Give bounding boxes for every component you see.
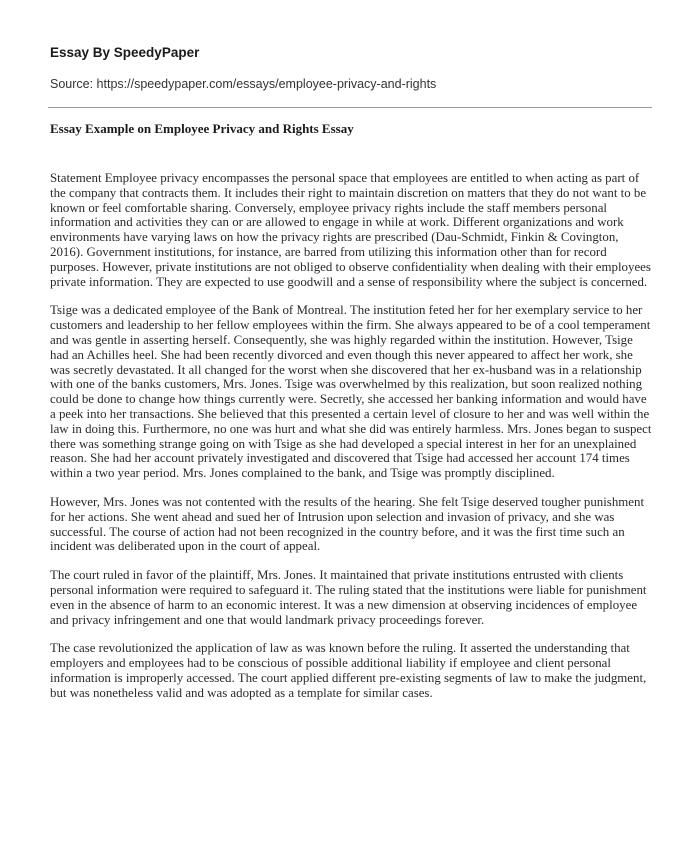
- paragraph: Statement Employee privacy encompasses the personal space that employees are entitled to when acting as part of the company that contracts them. It includes their right to maintain discretion on matters that they do not want to be known or feel comfortable sharing. Conversely, employee privacy rights include the staff members personal information and activities they can or are allowed to engage in while at work. Different organizations and work environments have varying laws on how the privacy rights are prescribed (Dau-Schmidt, Finkin & Covington, 2016). Government institutions, for instance, are barred from utilizing this information other than for record purposes. However, private institutions are not obliged to observe confidentiality when dealing with their employees private information. They are expected to use goodwill and a sense of responsibility where the subject is concerned.: [50, 171, 651, 289]
- paragraph: However, Mrs. Jones was not contented with the results of the hearing. She felt Tsige deserved tougher punishment for her actions. She went ahead and sued her of Intrusion upon selection and invasion of privacy, and she was successful. The course of action had not been recognized in the country before, and it was the first time such an incident was deliberated upon in the court of appeal.: [50, 494, 645, 554]
- header-divider: [48, 107, 652, 108]
- paragraph: The case revolutionized the application of law as was known before the ruling. It asserted the understanding that employers and employees had to be conscious of possible additional liability if employee and client personal information is improperly accessed. The court applied different pre-existing segments of law to make the judgment, but was nonetheless valid and was adopted as a template for similar cases.: [50, 641, 647, 700]
- essay-title: Essay Example on Employee Privacy and Rights Essay: [50, 121, 354, 136]
- essay-body: [50, 171, 652, 701]
- document-header-title: Essay By SpeedyPaper: [50, 45, 200, 60]
- paragraph: The court ruled in favor of the plaintiff, Mrs. Jones. It maintained that private institutions entrusted with clients personal information were required to safeguard it. The ruling stated that the institutions were liable for punishment even in the absence of harm to an economic interest. It was a new dimension at observing incidences of employee and privacy infringement and one that would landmark privacy proceedings forever.: [50, 568, 647, 627]
- source-line: Source: https://speedypaper.com/essays/employee-privacy-and-rights: [50, 77, 437, 91]
- paragraph: Tsige was a dedicated employee of the Bank of Montreal. The institution feted her for her exemplary service to her customers and leadership to her fellow employees within the firm. She always appeared to be of a cool temperament and was gentle in asserting herself. Consequently, she was highly regarded within the institution. However, Tsige had an Achilles heel. She had been recently divorced and even though this never appeared to affect her work, she was secretly devastated. It all changed for the worst when she discovered that her ex-husband was in a relationship with one of the banks customers, Mrs. Jones. Tsige was overwhelmed by this realization, but soon realized nothing could be done to change how things currently were. Secretly, she accessed her banking information and would have a peek into her transactions. She believed that this presented a certain level of closure to her and was well within the law in doing this. Furthermore, no one was hurt and what she did was entirely harmless. Mrs. Jones began to suspect there was something strange going on with Tsige as she had developed a special interest in her for an unexplained reason. She had her account privately investigated and discovered that Tsige had accessed her account 174 times within a two year period. Mrs. Jones complained to the bank, and Tsige was promptly disciplined.: [50, 303, 652, 481]
